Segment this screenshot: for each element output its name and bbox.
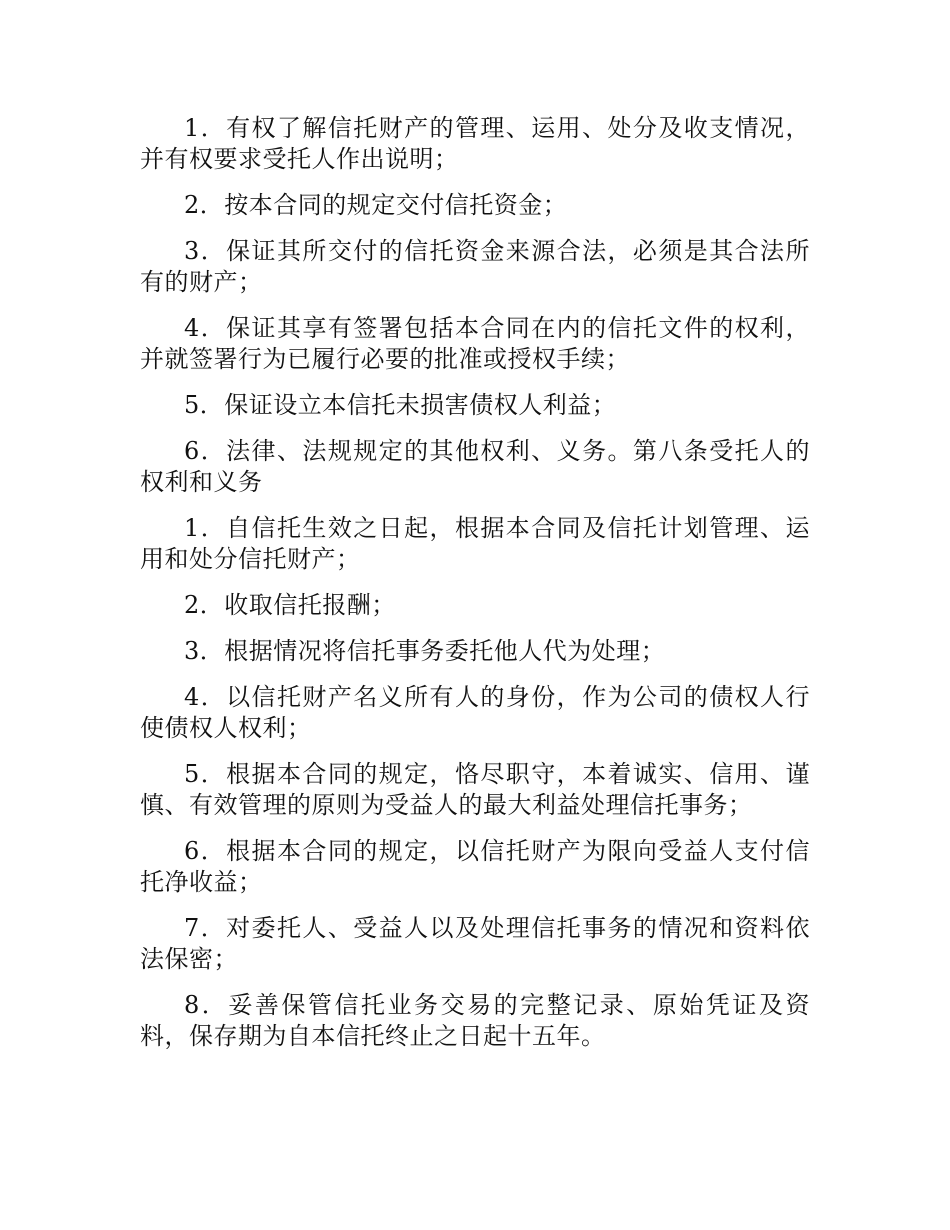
paragraph-2: 2．按本合同的规定交付信托资金； [184, 191, 568, 219]
document-body [140, 113, 810, 1067]
paragraph-5: 5．保证设立本信托未损害债权人利益； [184, 391, 617, 419]
paragraph-14: 8．妥善保管信托业务交易的完整记录、原始凭证及资料，保存期为自本信托终止之日起十五年。 [140, 991, 810, 1050]
paragraph-7: 1．自信托生效之日起，根据本合同及信托计划管理、运用和处分信托财产； [140, 514, 810, 573]
paragraph-9: 3．根据情况将信托事务委托他人代为处理； [184, 637, 666, 665]
paragraph-8: 2．收取信托报酬； [184, 591, 396, 619]
paragraph-13: 7．对委托人、受益人以及处理信托事务的情况和资料依法保密； [140, 914, 810, 973]
paragraph-11: 5．根据本合同的规定，恪尽职守，本着诚实、信用、谨慎、有效管理的原则为受益人的最大利益处理信托事务； [140, 760, 810, 819]
paragraph-6: 6．法律、法规规定的其他权利、义务。第八条受托人的权利和义务 [140, 437, 810, 496]
paragraph-3: 3．保证其所交付的信托资金来源合法，必须是其合法所有的财产； [140, 237, 810, 296]
paragraph-10: 4．以信托财产名义所有人的身份，作为公司的债权人行使债权人权利； [140, 683, 810, 742]
paragraph-1: 1．有权了解信托财产的管理、运用、处分及收支情况，并有权要求受托人作出说明； [140, 114, 810, 173]
paragraph-12: 6．根据本合同的规定，以信托财产为限向受益人支付信托净收益； [140, 837, 810, 896]
paragraph-4: 4．保证其享有签署包括本合同在内的信托文件的权利，并就签署行为已履行必要的批准或授权手续； [140, 314, 810, 373]
